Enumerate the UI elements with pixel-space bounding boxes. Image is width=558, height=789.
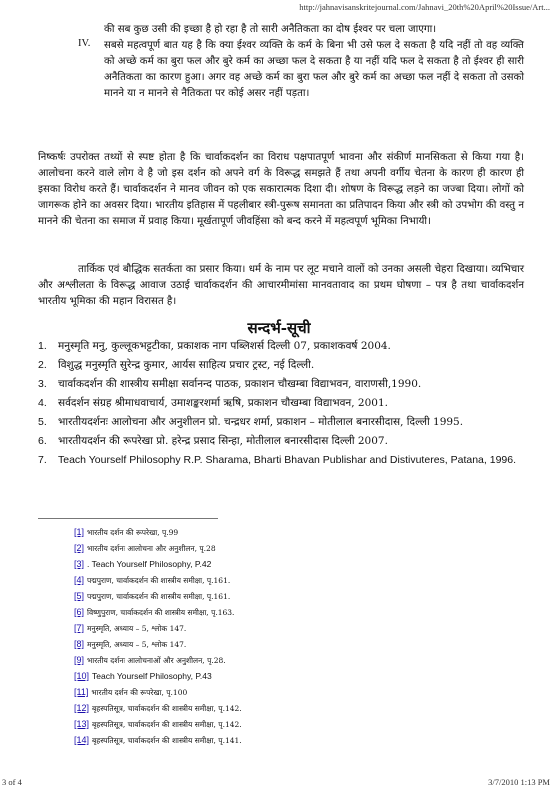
- footnote-item: [74, 732, 494, 748]
- footnote-link[interactable]: [9]: [74, 655, 85, 665]
- footnote-item: [74, 556, 494, 572]
- footnote-link[interactable]: [5]: [74, 591, 85, 601]
- footnote-link[interactable]: [6]: [74, 607, 85, 617]
- reference-item: [38, 338, 518, 354]
- reference-text: चार्वाकदर्शन की शास्त्रीय समीक्षा सर्वानन्द पाठक, प्रकाशन चौखम्बा विद्याभवन, वाराणसी,1990.: [58, 378, 422, 390]
- footnote-text: पद्मपुराण, चार्वाकदर्शन की शास्त्रीय समीक्षा, पृ.161.: [87, 592, 231, 601]
- item-iv-text: सबसे महत्वपूर्ण बात यह है कि क्या ईश्वर व्यक्ति के कर्म के बिना भी उसे फल दे सकता है यदि नहीं तो वह व्यक्ति को अच्छे कर्म का बुरा फल और बुरे कर्म का अच्छा फल दे सकता है या नहीं यदि फल दे सकता है तो ईश्वर ही सारी अनैतिकता का कारण हुआ। अगर वह अच्छे कर्म का बुरा फल और बुरे कर्म का अच्छा फल नहीं दे सकता तो उसको मानने या न मानने से नैतिकता पर कोई असर नहीं पड़ता।: [104, 40, 524, 99]
- reference-text: सर्वदर्शन संग्रह श्रीमाधवाचार्य, उमाशङ्करशर्मा ऋषि, प्रकाशन चौखम्बा विद्याभवन, 2001.: [58, 397, 388, 409]
- reference-text: भारतीयदर्शन की रूपरेखा प्रो. हरेन्द्र प्रसाद सिन्हा, मोतीलाल बनारसीदास दिल्ली 2007.: [58, 435, 388, 447]
- footnote-text: विष्णुपुराण, चार्वाकदर्शन की शास्त्रीय समीक्षा, पृ.163.: [87, 608, 235, 617]
- reference-number: 3.: [38, 378, 47, 390]
- reference-number: 7.: [38, 454, 47, 466]
- footnote-link[interactable]: [2]: [74, 543, 85, 553]
- references-title: सन्दर्भ-सूची: [247, 319, 311, 337]
- footnote-text: भारतीय दर्शन की रूपरेखा, पृ.100: [91, 688, 188, 697]
- reference-number: 2.: [38, 359, 47, 371]
- conclusion-paragraph-2: तार्किक एवं बौद्धिक सतर्कता का प्रसार किया। धर्म के नाम पर लूट मचाने वालों को उनका असली चेहरा दिखाया। व्यभिचार और अश्लीलता के विरूद्ध आवाज उठाई चार्वाकदर्शन की आचारमीमांसा मानवतावाद का प्रथम घोषणा – पत्र है तथा चार्वाकदर्शन भारतीय भूमिका की महान विरासत है।: [38, 264, 524, 307]
- reference-item: [38, 376, 518, 392]
- footnote-item: [74, 636, 494, 652]
- footnote-link[interactable]: [3]: [74, 559, 85, 569]
- footnote-link[interactable]: [8]: [74, 639, 85, 649]
- conclusion-paragraph: निष्कर्षः उपरोक्त तथ्यों से स्पष्ट होता है कि चार्वाकदर्शन का विराध पक्षपातपूर्ण भावना और संकीर्ण मानसिकता से किया गया है। आलोचना करने वाले लोग वे है जो इस दर्शन को अपने वर्ग के विरूद्ध समझते हैं तथा अपनी वर्गीय चेतना के कारण ही कारण ही इसका विरोध करते हैं। चार्वाकदर्शन ने मानव जीवन को एक सकारात्मक दिशा दी। शोषण के विरूद्ध लड़ने का जज्बा दिया। लोगों को जागरूक होने का अवसर दिया। भारतीय इतिहास में पहलीबार स्त्री-पुरूष समानता का प्रतिपादन किया और स्त्री को उपभोग की वस्तु न मानने की चेतना का समाज में प्रवाह किया। मूर्खतापूर्ण जीवहिंसा को बन्द करने में महत्वपूर्ण भूमिका निभायी।: [38, 152, 524, 227]
- footnote-text: Teach Yourself Philosophy, P.43: [92, 671, 212, 681]
- footnote-text: भारतीय दर्शन की रूपरेखा, पृ.99: [87, 528, 179, 537]
- footnote-link[interactable]: [14]: [74, 735, 90, 745]
- footnote-item: [74, 684, 494, 700]
- footnote-link[interactable]: [11]: [74, 687, 89, 697]
- intro-line: की सब कुछ उसी की इच्छा है हो रहा है तो सारी अनैतिकता का दोष ईश्वर पर चला जाएगा।: [104, 24, 437, 35]
- footnote-item: [74, 700, 494, 716]
- reference-text: Teach Yourself Philosophy R.P. Sharama, Bharti Bhavan Publishar and Distivuteres, Patana, 1996.: [58, 454, 517, 466]
- footnote-link[interactable]: [4]: [74, 575, 85, 585]
- footnotes-list: [74, 524, 494, 748]
- footnote-item: [74, 524, 494, 540]
- footnote-link[interactable]: [7]: [74, 623, 85, 633]
- footnote-text: भारतीय दर्शनः आलोचना और अनुशीलन, पृ.28: [87, 544, 216, 553]
- page-url: http://jahnavisanskritejournal.com/Jahnavi_20th%20April%20Issue/Art...: [299, 2, 550, 12]
- footnote-link[interactable]: [10]: [74, 671, 90, 681]
- page-indicator: 3 of 4: [2, 777, 22, 787]
- reference-number: 6.: [38, 435, 47, 447]
- footnote-item: [74, 588, 494, 604]
- footnote-text: बृहस्पतिसूत्र, चार्वाकदर्शन की शास्त्रीय समीक्षा, पृ.141.: [92, 736, 242, 745]
- reference-item: [38, 414, 518, 430]
- reference-item: [38, 452, 518, 468]
- footnote-item: [74, 668, 494, 684]
- footnote-item: [74, 540, 494, 556]
- footnote-text: भारतीय दर्शनः आलोचनाओं और अनुशीलन, पृ.28.: [87, 656, 226, 665]
- footnote-link[interactable]: [12]: [74, 703, 90, 713]
- reference-number: 4.: [38, 397, 47, 409]
- footnote-item: [74, 716, 494, 732]
- item-number-iv: IV.: [78, 38, 91, 49]
- footnote-text: बृहस्पतिसूत्र, चार्वाकदर्शन की शास्त्रीय समीक्षा, पृ.142.: [92, 720, 242, 729]
- reference-number: 1.: [38, 340, 47, 352]
- reference-item: [38, 433, 518, 449]
- footnote-link[interactable]: [13]: [74, 719, 90, 729]
- footnote-link[interactable]: [1]: [74, 527, 85, 537]
- footnote-item: [74, 652, 494, 668]
- footnote-text: बृहस्पतिसूत्र, चार्वाकदर्शन की शास्त्रीय समीक्षा, पृ.142.: [92, 704, 242, 713]
- reference-item: [38, 357, 518, 373]
- reference-text: मनुस्मृति मनु, कुल्लूकभट्टटीका, प्रकाशक नाग पब्लिशर्स दिल्ली 07, प्रकाशकवर्ष 2004.: [58, 340, 391, 352]
- reference-item: [38, 395, 518, 411]
- footnote-item: [74, 572, 494, 588]
- references-list: [38, 338, 518, 471]
- reference-text: विशुद्ध मनुस्मृति सुरेन्द्र कुमार, आर्यस साहित्य प्रचार ट्रस्ट, नई दिल्ली.: [58, 359, 315, 371]
- footnote-text: पद्मपुराण, चार्वाकदर्शन की शास्त्रीय समीक्षा, पृ.161.: [87, 576, 231, 585]
- footnote-item: [74, 620, 494, 636]
- reference-text: भारतीयदर्शनः आलोचना और अनुशीलन प्रो. चन्द्रधर शर्मा, प्रकाशन – मोतीलाल बनारसीदास, दिल्ली 1995.: [58, 416, 464, 428]
- footnote-item: [74, 604, 494, 620]
- footnote-text: . Teach Yourself Philosophy, P.42: [87, 559, 212, 569]
- footnote-text: मनुस्मृति, अध्याय – 5, श्लोक 147.: [87, 624, 187, 633]
- reference-number: 5.: [38, 416, 47, 428]
- print-datetime: 3/7/2010 1:13 PM: [488, 777, 550, 787]
- footnote-text: मनुस्मृति, अध्याय – 5, श्लोक 147.: [87, 640, 187, 649]
- footnote-divider: [38, 518, 218, 519]
